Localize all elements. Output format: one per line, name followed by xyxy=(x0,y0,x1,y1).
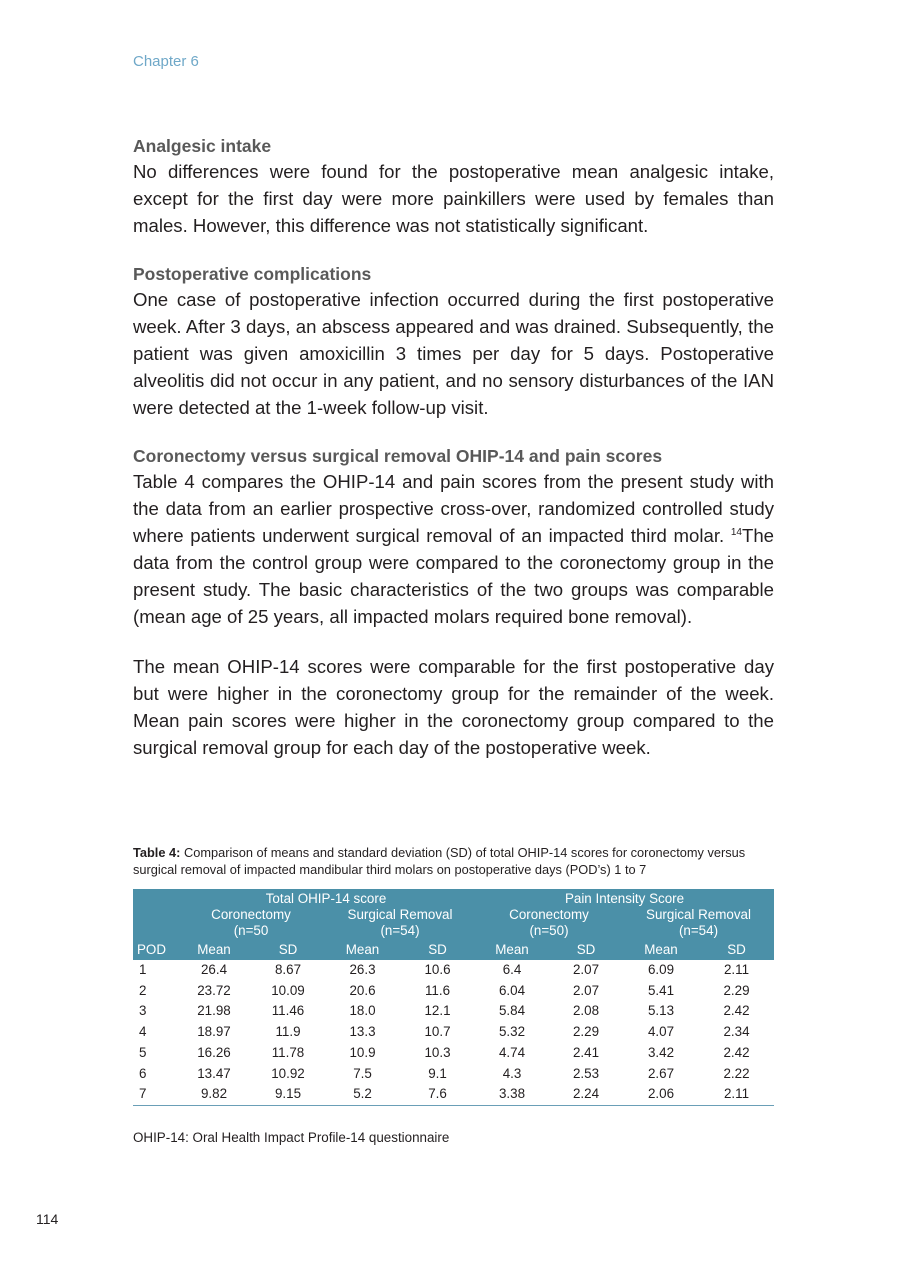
table-cell: 26.3 xyxy=(349,962,376,977)
paragraph-comparison xyxy=(133,468,774,630)
table-caption-text: Comparison of means and standard deviation (SD) of total OHIP-14 scores for coronectomy versus surgical removal of impacted mandibular third molars on postoperative days (POD’s) 1 to 7 xyxy=(133,845,746,877)
table-row xyxy=(133,1022,774,1043)
table-row xyxy=(133,1043,774,1064)
pod-cell: 7 xyxy=(133,1084,177,1105)
table-cell: 2.67 xyxy=(647,1065,675,1081)
paragraph-complications: One case of postoperative infection occurred during the first postoperative week. After 3 days, an abscess appeared and was drained. Subsequently, the patient was given amoxicillin 3 times per day for 5 days. Postoperative alveolitis did not occur in any patient, and no sensory disturbances of the IAN were detected at the 1-week follow-up visit. xyxy=(133,289,774,418)
section-heading-comparison: Coronectomy versus surgical removal OHIP-14 and pain scores xyxy=(133,446,663,466)
column-header: SD xyxy=(699,939,774,960)
table-cell: 5.32 xyxy=(498,1024,526,1040)
column-header-pod: POD xyxy=(133,939,177,960)
table-cell: 2.11 xyxy=(723,962,750,977)
subgroup-header xyxy=(325,907,475,939)
table-cell: 6.4 xyxy=(502,962,522,977)
table-cell: 23.72 xyxy=(197,982,231,998)
subgroup-name: Coronectomy xyxy=(509,907,589,922)
section-heading-complications: Postoperative complications xyxy=(133,264,372,284)
table-row xyxy=(133,1064,774,1085)
group-header-pain: Pain Intensity Score xyxy=(475,889,774,907)
subgroup-name: Surgical Removal xyxy=(347,907,453,922)
table-cell: 7.5 xyxy=(353,1065,372,1081)
table-body xyxy=(133,960,774,1105)
paragraph-comparison-2: The mean OHIP-14 scores were comparable for the first postoperative day but were higher in the coronectomy group for the remainder of the week. Mean pain scores were higher in the coronectomy group compared to the surgical removal group for each day of the postoperative week. xyxy=(133,656,774,758)
subgroup-header xyxy=(177,907,325,939)
table-cell: 13.47 xyxy=(197,1065,231,1081)
table-cell: 18.97 xyxy=(197,1024,231,1040)
page-number: 114 xyxy=(36,1211,59,1227)
table-footnote: OHIP-14: Oral Health Impact Profile-14 questionnaire xyxy=(133,1130,450,1145)
table-cell: 18.0 xyxy=(349,1003,376,1019)
subgroup-n: (n=54) xyxy=(380,923,420,938)
subgroup-n: (n=54) xyxy=(678,923,719,938)
subgroup-header xyxy=(623,907,774,939)
table-row xyxy=(133,1084,774,1105)
table-cell: 5.41 xyxy=(647,982,675,998)
table-caption-label: Table 4: xyxy=(133,845,181,860)
table-row xyxy=(133,1001,774,1022)
table-cell: 2.06 xyxy=(623,1084,699,1105)
table-cell: 11.9 xyxy=(275,1024,301,1040)
main-content xyxy=(133,134,774,761)
subgroup-header xyxy=(475,907,623,939)
table-cell: 2.07 xyxy=(572,982,600,998)
table-cell: 2.08 xyxy=(572,1003,600,1019)
pod-cell: 3 xyxy=(139,1003,147,1019)
chapter-label: Chapter 6 xyxy=(133,53,199,70)
paragraph-analgesic: No differences were found for the postoperative mean analgesic intake, except for the first day were more painkillers were used by females than males. However, this difference was not statistically significant. xyxy=(133,161,774,236)
column-header: SD xyxy=(549,939,623,960)
pod-cell: 1 xyxy=(139,962,147,977)
section-heading-analgesic: Analgesic intake xyxy=(133,136,272,156)
table-cell: 9.15 xyxy=(251,1084,325,1105)
subgroup-name: Coronectomy xyxy=(211,907,291,922)
table-cell: 3.38 xyxy=(475,1084,549,1105)
table-cell: 2.34 xyxy=(723,1024,750,1040)
column-header: SD xyxy=(251,939,325,960)
table-cell: 3.42 xyxy=(647,1044,675,1060)
table-cell: 4.74 xyxy=(498,1044,526,1060)
table-cell: 7.6 xyxy=(400,1084,475,1105)
table-cell: 2.53 xyxy=(572,1065,600,1081)
table-cell: 5.84 xyxy=(498,1003,526,1019)
table-cell: 11.78 xyxy=(271,1044,305,1060)
table-cell: 6.04 xyxy=(498,982,526,998)
table-cell: 16.26 xyxy=(197,1044,231,1060)
column-header: Mean xyxy=(177,939,251,960)
table-cell: 10.9 xyxy=(349,1044,376,1060)
paragraph-comparison-part1: Table 4 compares the OHIP-14 and pain scores from the present study with the data from an earlier prospective cross-over, randomized controlled study where patients underwent surgical removal of an impacted third molar. xyxy=(133,471,774,546)
table-cell: 21.98 xyxy=(197,1003,231,1019)
column-header: SD xyxy=(400,939,475,960)
table-cell: 12.1 xyxy=(424,1003,451,1019)
table-cell: 13.3 xyxy=(349,1024,376,1040)
results-table xyxy=(133,889,774,1106)
pod-cell: 5 xyxy=(139,1044,147,1060)
table-cell: 11.46 xyxy=(271,1003,305,1019)
table-cell: 8.67 xyxy=(274,962,302,977)
table-cell: 9.82 xyxy=(177,1084,251,1105)
table-row xyxy=(133,981,774,1002)
table-cell: 6.09 xyxy=(647,962,675,977)
table-cell: 20.6 xyxy=(349,982,376,998)
table-cell: 10.3 xyxy=(424,1044,451,1060)
table-cell: 4.07 xyxy=(647,1024,675,1040)
subgroup-n: (n=50) xyxy=(529,923,569,938)
table-cell: 10.92 xyxy=(271,1065,305,1081)
table-cell: 5.2 xyxy=(325,1084,400,1105)
table-cell: 2.29 xyxy=(572,1024,600,1040)
column-header: Mean xyxy=(475,939,549,960)
table-cell: 2.42 xyxy=(723,1044,750,1060)
table-cell: 2.24 xyxy=(549,1084,623,1105)
table-cell: 11.6 xyxy=(424,982,451,998)
subgroup-name: Surgical Removal xyxy=(646,907,751,922)
table-row xyxy=(133,960,774,981)
table-cell: 2.41 xyxy=(572,1044,600,1060)
pod-cell: 2 xyxy=(139,982,147,998)
reference-marker: 14 xyxy=(730,526,742,538)
table-cell: 5.13 xyxy=(647,1003,675,1019)
paragraph-comparison-part2: The data from the control group were compared to the coronectomy group in the present study. The basic characteristics of the two groups was comparable (mean age of 25 years, all impacted molars required bone removal). xyxy=(133,525,775,627)
table-cell: 2.22 xyxy=(723,1065,750,1081)
group-header-ohip: Total OHIP-14 score xyxy=(177,889,475,907)
table-cell: 2.42 xyxy=(723,1003,750,1019)
table-cell: 9.1 xyxy=(428,1065,447,1081)
table-cell: 10.7 xyxy=(424,1024,451,1040)
table-cell: 2.29 xyxy=(723,982,750,998)
table-cell: 2.07 xyxy=(572,962,600,977)
table-cell: 4.3 xyxy=(502,1065,522,1081)
subgroup-n: (n=50 xyxy=(233,923,269,938)
pod-cell: 6 xyxy=(139,1065,147,1081)
pod-cell: 4 xyxy=(139,1024,147,1040)
table-cell: 10.6 xyxy=(424,962,451,977)
table-cell: 26.4 xyxy=(200,962,228,977)
column-header: Mean xyxy=(325,939,400,960)
table-cell: 2.11 xyxy=(699,1084,774,1105)
column-header: Mean xyxy=(623,939,699,960)
table-caption xyxy=(133,844,774,878)
table-cell: 10.09 xyxy=(271,982,305,998)
